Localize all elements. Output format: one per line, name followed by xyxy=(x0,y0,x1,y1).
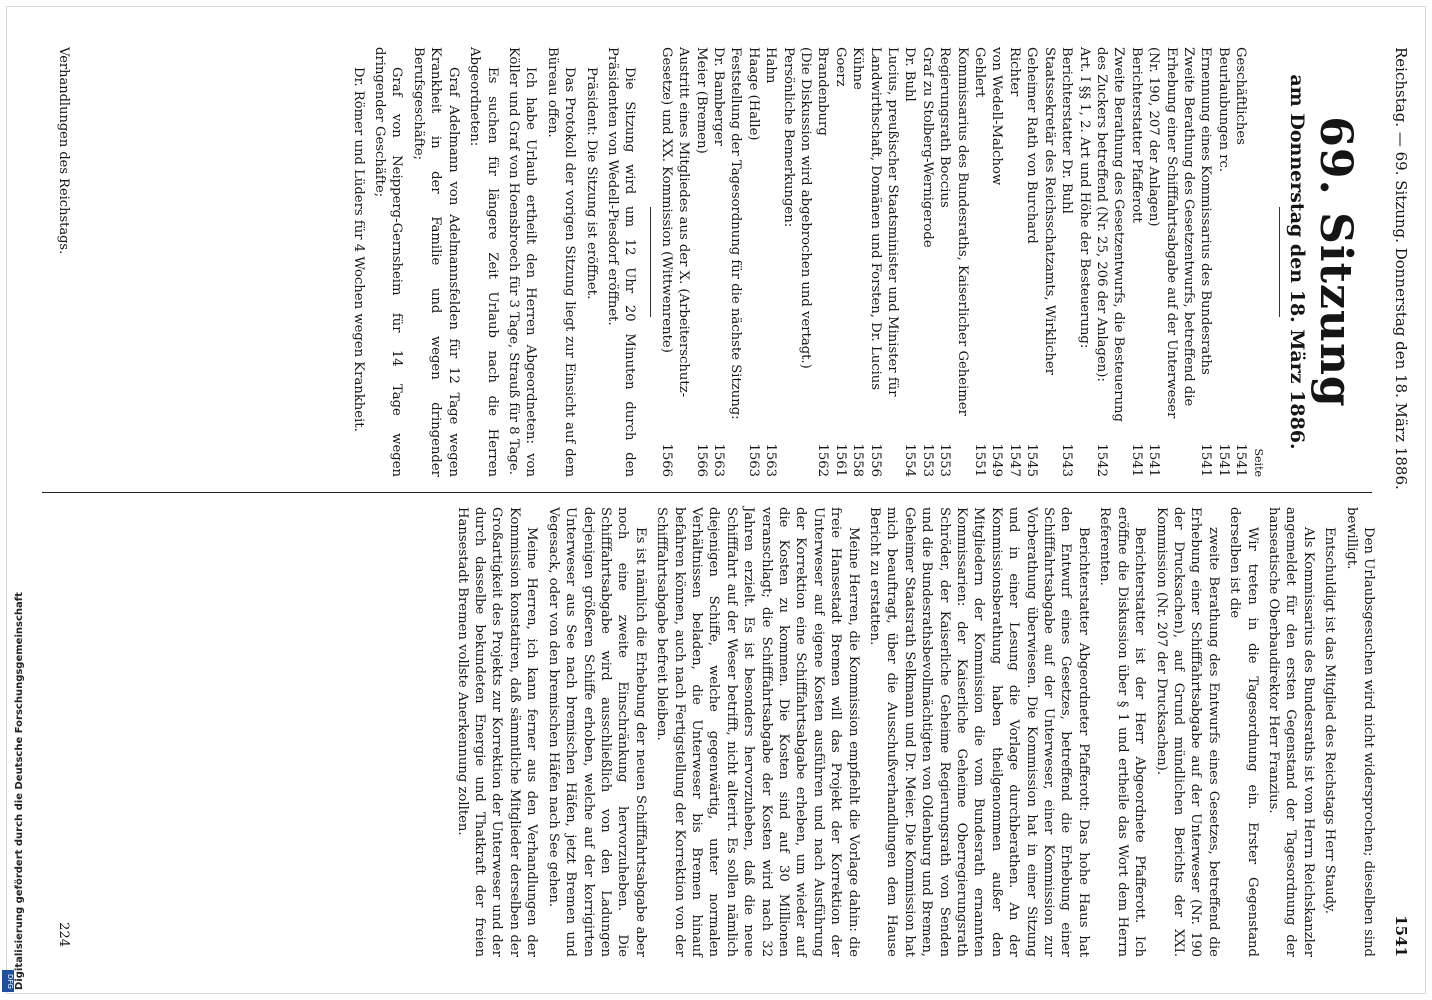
toc-entry-text: Dr. Bamberger xyxy=(711,47,726,146)
toc-row xyxy=(971,47,988,477)
toc-row xyxy=(1127,47,1144,477)
toc-row xyxy=(797,47,814,477)
body-paragraph: Wir treten in die Tagesordnung ein. Erster Gegenstand derselben ist die xyxy=(1227,507,1260,957)
title-rule xyxy=(1279,207,1280,317)
body-paragraph: zweite Berathung des Entwurfs eines Gesetzes, betreffend die Erhebung einer Schifffahrtsabgabe auf der Unterweser (Nr. 190 der Drucksachen), auf Grund mündlichen Berichts der XXI. Kommission (Nr. 207 der Drucksachen). xyxy=(1153,507,1221,957)
toc-entry-page: 1561 xyxy=(832,443,848,477)
toc-entry-text: Berichterstatter Dr. Buhl xyxy=(1059,47,1075,214)
toc-row xyxy=(1023,47,1058,477)
body-paragraph: Graf von Neipperg-Gernsheim für 14 Tage wegen dringender Geschäfte; xyxy=(372,47,405,477)
toc-entry-text: Richter xyxy=(1006,47,1022,97)
toc-entry-text: Zweite Berathung des Gesetzentwurfs, betreffend die Erhebung einer Schifffahrtsabgabe auf der Unterweser (Nr. 190, 207 der Anlagen) xyxy=(1146,47,1196,419)
footer-sheet-number: 224 xyxy=(56,922,72,947)
toc-entry-text: Lucius, preußischer Staatsminister und Minister für Landwirthschaft, Domänen und Forsten, Dr. Lucius xyxy=(867,47,901,397)
toc-entry-text: Hahn xyxy=(763,47,779,84)
toc-row xyxy=(1058,47,1075,477)
body-paragraph: Berichterstatter Abgeordneter Pfafferott: Das hohe Haus hat den Entwurf eines Gesetzes, betreffend die Erhebung einer Schifffahrtsabgabe auf der Unterweser, einer Kommission zur Vorberathung überwiesen. Die Kommission hat in einer Sitzung und in einer Lesung die Vorlage durchberathen. An der Kommissionsberathung haben theilgenommen außer den Mitgliedern der Kommission die vom Bundesrath ernannten Kommissarien: der Kaiserliche Geheime Oberregierungsrath Schröder, der Kaiserliche Geheime Regierungsrath von Senden und die Bundesrathsbevollmächtigten von Oldenburg und Bremen, Geheimer Staatsrath Selkmann und Dr. Meier. Die Kommission hat mich beauftragt, über die Ausschußverhandlungen dem Hause Bericht zu erstatten. xyxy=(867,507,1091,957)
toc-row xyxy=(936,47,971,477)
toc-entry-page: 1566 xyxy=(658,443,674,477)
toc-entry-text: Graf zu Stolberg-Wernigerode xyxy=(919,47,935,248)
toc-row xyxy=(1214,47,1231,477)
toc-row xyxy=(831,47,848,477)
body-paragraph: Ich habe Urlaub ertheilt den Herren Abgeordneten: von Köller und Graf von Hoensbroech für 3 Tage, Strauß für 8 Tage. xyxy=(505,47,539,477)
toc-entry-text: Berichterstatter Pfafferott xyxy=(1128,47,1144,223)
toc-rule xyxy=(650,207,651,317)
toc-entry-page: 1563 xyxy=(711,443,726,477)
body-paragraph: Als Kommissarius des Bundesraths ist vom Herrn Reichskanzler angemeldet für den ersten Gegenstand der Tagesordnung der hanseatische Oberbaudirektor Herr Franzius. xyxy=(1265,507,1316,957)
toc-row xyxy=(762,47,779,477)
toc-row xyxy=(744,47,761,477)
toc-entry-page: 1558 xyxy=(850,443,866,477)
toc-entry-page: 1556 xyxy=(867,443,883,477)
toc-row xyxy=(657,47,692,477)
toc-entry-text: Dr. Buhl xyxy=(902,47,918,102)
toc-entry-text: von Wedell-Malchow xyxy=(989,47,1005,186)
toc-entry-page: 1542 xyxy=(1093,443,1109,477)
toc-row xyxy=(866,47,901,477)
toc-entry-text: Zweite Berathung des Gesetzentwurfs, die Besteuerung des Zuckers betreffend (Nr. 25, 206 der Anlagen): xyxy=(1093,47,1127,422)
toc-entry-page: 1547 xyxy=(1006,443,1022,477)
toc-entry-text: (Die Diskussion wird abgebrochen und vertagt.) xyxy=(798,47,814,369)
dfg-logo: DFG xyxy=(2,970,14,992)
toc-entry-page: 1541 xyxy=(1146,443,1162,477)
body-paragraph: Präsident: Die Sitzung ist eröffnet. xyxy=(583,67,599,300)
toc-entry-page: 1541 xyxy=(1233,443,1249,477)
page-number: 1541 xyxy=(1392,915,1410,957)
toc-row xyxy=(779,47,796,477)
page-header xyxy=(1385,47,1409,957)
body-paragraph: Das Protokoll der vorigen Sitzung liegt zur Einsicht auf dem Büreau offen. xyxy=(544,47,578,477)
toc-row xyxy=(727,47,744,477)
toc-entry-text: Feststellung der Tagesordnung für die nächste Sitzung: xyxy=(728,47,744,420)
left-column xyxy=(345,47,1377,477)
toc-entry-page: 1543 xyxy=(1059,443,1075,477)
toc-entry-page: 1563 xyxy=(745,443,761,477)
body-paragraph: Es ist nämlich die Erhebung der neuen Schifffahrtsabgabe aber noch eine zweite Einschränkung hervorzuheben. Die Schifffahrtsabgabe wird ausschließlich von den Ladungen derjenigen größeren Schiffe erhoben, welche auf der korrigirten Unterweser aus See nach bremischen Häfen, jetzt Bremen und Vegesack, oder von den bremischen Häfen nach See gehen. xyxy=(545,507,648,957)
digitization-note-text: Digitalisierung gefördert durch die Deutsche Forschungsgemeinschaft xyxy=(14,592,25,990)
toc-entry-page: 1549 xyxy=(989,443,1005,477)
running-head: Reichstag. — 69. Sitzung. Donnerstag den 18. März 1886. xyxy=(1392,47,1410,490)
toc-entry-text: Austritt eines Mitgliedes aus der X. (Arbeiterschutz-Gesetze) und XX. Kommission (Wittwenrente) xyxy=(658,47,692,398)
toc-entry-text: Staatssekretär des Reichsschatzamts, Wirklicher Geheimer Rath von Burchard xyxy=(1024,47,1057,376)
scanned-page-frame xyxy=(6,6,1426,994)
footer-source: Verhandlungen des Reichstags. xyxy=(56,47,72,255)
body-paragraph: Die Sitzung wird um 12 Uhr 20 Minuten durch den Präsidenten von Wedell-Piesdorf eröffnet. xyxy=(604,47,638,477)
toc-row xyxy=(1075,47,1092,477)
left-body-text xyxy=(349,47,638,477)
body-paragraph: Meine Herren, die Kommission empfiehlt die Vorlage dahin: die freie Hansestadt Bremen will das Projekt der Korrektion der Unterweser auf eigene Kosten ausführen und nach Ausführung der Korrektion eine Schifffahrtsabgabe erheben, um wieder auf die Kosten zu kommen. Die Kosten sind auf 30 Millionen veranschlagt; die Schifffahrtsabgabe der Kosten wird nach 32 Jahren erzielt. Es ist besonders hervorzuheben, daß die neue Schifffahrt auf der Weser betrifft, nicht alterirt. Es sollen nämlich diejenigen Schiffe, welche gegenwärtig, unter normalen Verhältnissen beladen, die Unterweser bis Bremen hinauf befahren können, auch nach Fertigstellung der Korrektion von der Schifffahrtsabgabe befreit bleiben. xyxy=(654,507,861,957)
body-paragraph: Graf Adelmann von Adelmannsfelden für 12 Tage wegen Krankheit in der Familie und wegen dringender Berufsgeschäfte; xyxy=(410,47,461,477)
toc-entry-text: Brandenburg xyxy=(815,47,831,136)
toc-row xyxy=(918,47,935,477)
toc-entry-text: Geschäftliches xyxy=(1233,47,1249,145)
table-of-contents xyxy=(657,47,1249,477)
toc-entry-page: 1545 xyxy=(1024,443,1040,477)
toc-entry-page: 1566 xyxy=(693,443,709,477)
body-paragraph: Den Urlaubsgesuchen wird nicht widersprochen; dieselben sind bewilligt. xyxy=(1343,507,1376,957)
toc-row xyxy=(1093,47,1128,477)
toc-row xyxy=(901,47,918,477)
digitization-note xyxy=(2,592,25,990)
toc-row xyxy=(1232,47,1249,477)
toc-entry-text: Goerz xyxy=(832,47,848,87)
toc-entry-text: Haage (Halle) xyxy=(745,47,761,141)
toc-entry-page: 1541 xyxy=(1128,443,1144,477)
body-paragraph: Dr. Römer und Lüders für 4 Wochen wegen Krankheit. xyxy=(350,67,366,432)
toc-entry-text: Persönliche Bemerkungen: xyxy=(780,47,796,228)
toc-entry-page: 1563 xyxy=(763,443,779,477)
toc-entry-page: 1551 xyxy=(972,443,988,477)
session-title: 69. Sitzung xyxy=(1310,116,1361,408)
toc-row xyxy=(1145,47,1197,477)
right-column xyxy=(449,507,1377,957)
body-paragraph: Entschuldigt ist das Mitglied des Reichstags Herr Staudy. xyxy=(1322,527,1338,914)
body-paragraph: Berichterstatter ist der Herr Abgeordnete Pfafferott. Ich eröffne die Diskussion über § 1 und ertheile das Wort dem Herrn Referenten. xyxy=(1097,507,1148,957)
toc-entry-page: 1562 xyxy=(815,443,831,477)
toc-entry-page: 1553 xyxy=(919,443,935,477)
toc-row xyxy=(1006,47,1023,477)
toc-row xyxy=(988,47,1005,477)
toc-entry-text: Kommissarius des Bundesraths, Kaiserlicher Geheimer Regierungsrath Boccius xyxy=(937,47,970,416)
toc-entry-text: Meier (Bremen) xyxy=(693,47,709,154)
toc-entry-page: 1553 xyxy=(937,443,953,477)
rotated-page xyxy=(27,7,1426,987)
toc-entry-text: Art. I §§ 1, 2. Art und Höhe der Besteuerung: xyxy=(1076,47,1092,349)
session-date: am Donnerstag den 18. März 1886. xyxy=(1286,74,1308,450)
toc-entry-text: Kühne xyxy=(850,47,866,90)
toc-page-label: Seite xyxy=(1251,448,1265,477)
toc-row xyxy=(814,47,831,477)
right-body-text xyxy=(453,507,1377,957)
toc-row xyxy=(1197,47,1214,477)
toc-entry-text: Gehlert xyxy=(972,47,988,98)
toc-row xyxy=(692,47,709,477)
toc-row xyxy=(710,47,727,477)
toc-entry-page: 1541 xyxy=(1198,443,1214,477)
toc-entry-page: 1541 xyxy=(1215,443,1231,477)
body-paragraph: Meine Herren, ich kann ferner aus den Verhandlungen der Kommission konstatiren, daß sämmtliche Mitglieder derselben der Großartigkeit des Projekts zur Korrektion der Unterweser und der durch dasselbe bekundeten Energie und Thatkraft der freien Hansestadt Bremen vollste Anerkennung zollten. xyxy=(454,507,540,957)
toc-row xyxy=(849,47,866,477)
toc-entry-text: Beurlaubungen rc. xyxy=(1215,47,1231,173)
toc-entry-page: 1554 xyxy=(902,443,918,477)
column-divider xyxy=(42,492,1372,493)
toc-entry-text: Ernennung eines Kommissarius des Bundesraths xyxy=(1198,47,1214,375)
body-paragraph: Es suchen für längere Zeit Urlaub nach die Herren Abgeordneten: xyxy=(467,47,500,477)
